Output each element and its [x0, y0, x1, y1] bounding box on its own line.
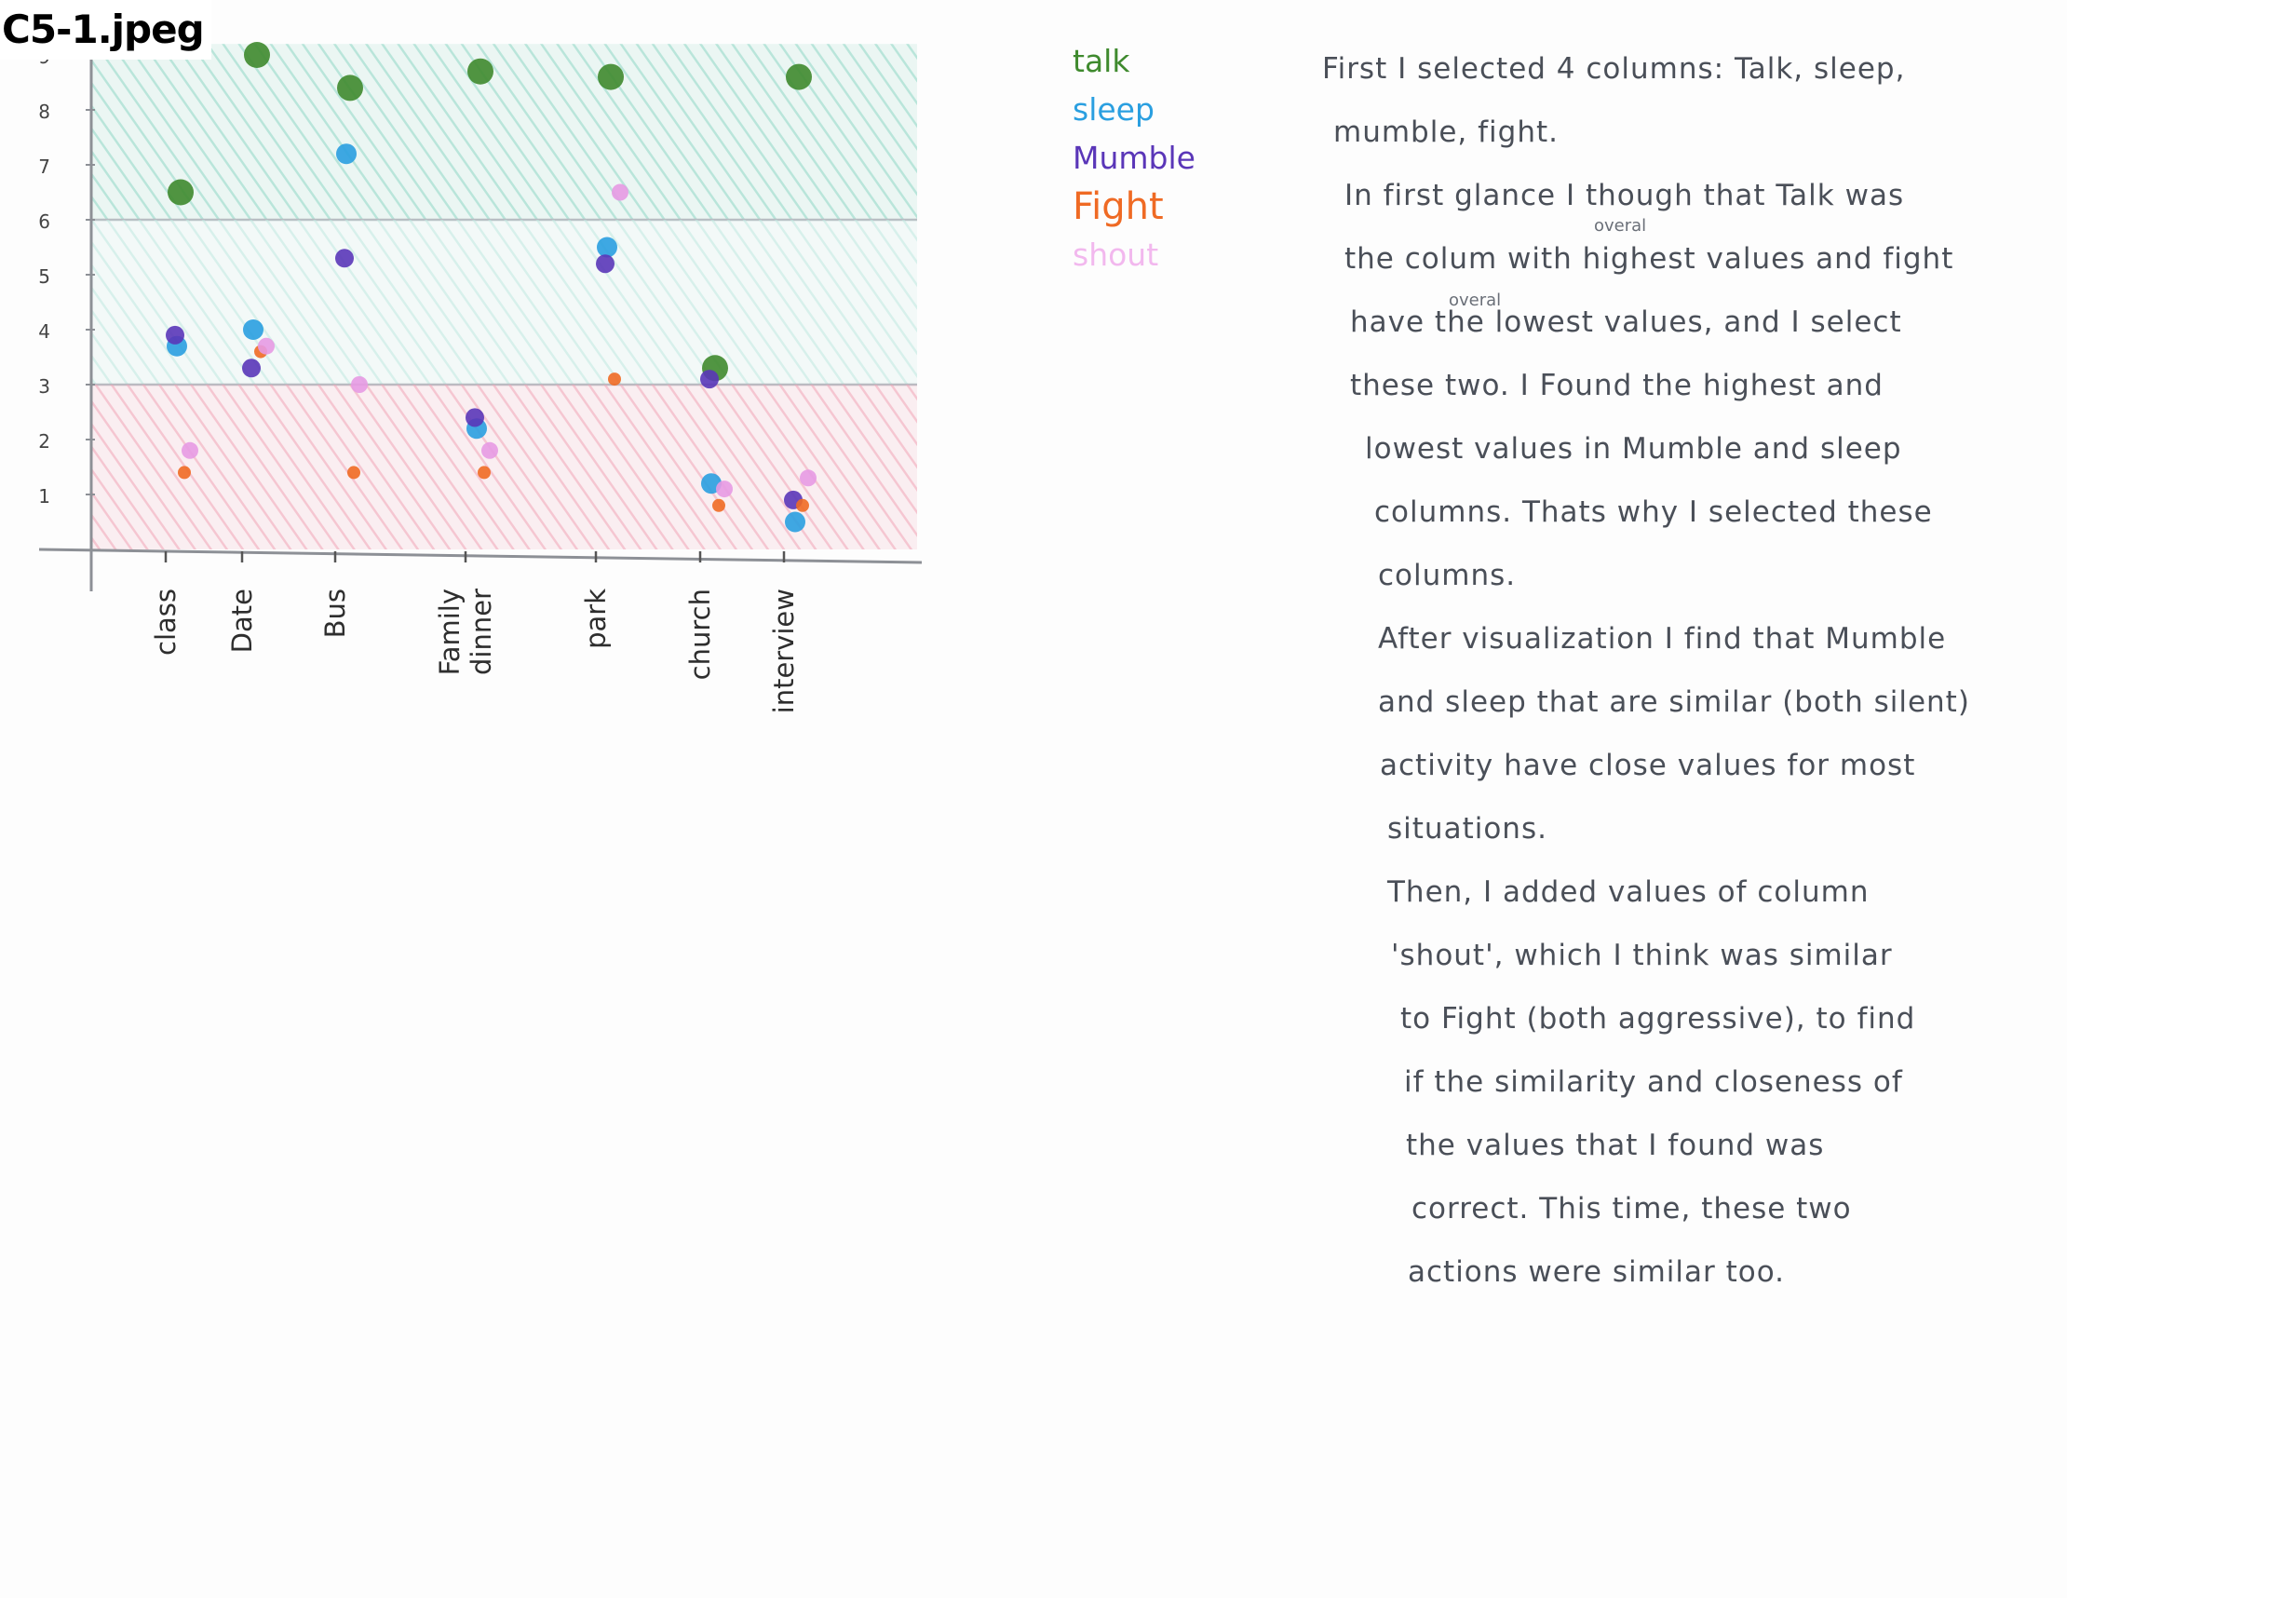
note-line: First I selected 4 columns: Talk, sleep,	[1322, 52, 1906, 86]
point-fight	[796, 499, 809, 512]
chart-legend	[1073, 37, 1195, 279]
point-fight	[178, 466, 191, 479]
point-talk	[786, 64, 812, 90]
point-mumble	[466, 408, 484, 427]
point-sleep	[597, 237, 617, 258]
note-line: have the lowest values, and I select	[1350, 305, 1902, 339]
note-line: lowest values in Mumble and sleep	[1365, 432, 1902, 466]
x-category-label: Family	[434, 589, 466, 676]
note-line: activity have close values for most	[1380, 749, 1916, 782]
point-shout	[182, 442, 198, 459]
note-line: situations.	[1387, 812, 1547, 846]
note-line: columns. Thats why I selected these	[1374, 495, 1933, 529]
note-line: and sleep that are similar (both silent)	[1378, 685, 1970, 719]
x-category-labels	[150, 551, 800, 713]
point-sleep	[336, 143, 357, 164]
point-shout	[481, 442, 498, 459]
point-shout	[258, 338, 275, 355]
note-line: Then, I added values of column	[1387, 875, 1870, 909]
y-tick-label: 3	[38, 375, 50, 398]
legend-item-fight: Fight	[1073, 185, 1164, 228]
note-line: After visualization I find that Mumble	[1378, 622, 1947, 656]
legend-item-sleep: sleep	[1073, 91, 1155, 128]
point-fight	[347, 466, 360, 479]
scatter-chart	[0, 0, 1024, 745]
x-category-label: interview	[768, 589, 800, 714]
note-line: if the similarity and closeness of	[1404, 1065, 1903, 1099]
point-talk	[168, 180, 194, 206]
handwritten-notes	[1322, 37, 2048, 1304]
chart-bands	[91, 44, 917, 549]
point-talk	[598, 64, 624, 90]
point-mumble	[700, 370, 719, 388]
point-fight	[608, 372, 621, 386]
y-tick-label: 6	[38, 210, 50, 233]
x-category-label: Date	[226, 589, 258, 654]
x-category-label: church	[684, 589, 716, 681]
point-shout	[351, 376, 368, 393]
y-tick-label: 7	[38, 156, 50, 178]
insertion-note: overal	[1594, 216, 1647, 236]
y-tick-labels	[38, 46, 95, 508]
point-sleep	[785, 512, 805, 533]
note-line: 'shout', which I think was similar	[1391, 939, 1893, 972]
point-fight	[712, 499, 725, 512]
point-mumble	[335, 249, 354, 267]
note-line: these two. I Found the highest and	[1350, 369, 1884, 402]
point-shout	[800, 469, 817, 486]
band-middle	[91, 220, 917, 385]
point-mumble	[242, 359, 261, 377]
point-talk	[244, 42, 270, 68]
point-talk	[467, 59, 493, 85]
y-tick-label: 4	[38, 320, 50, 343]
point-fight	[478, 466, 491, 479]
note-line: In first glance I though that Talk was	[1344, 179, 1905, 212]
note-line	[1344, 227, 2048, 291]
point-shout	[716, 481, 733, 497]
y-tick-label: 5	[38, 265, 50, 288]
note-line: the values that I found was	[1406, 1129, 1825, 1162]
point-shout	[612, 184, 628, 201]
x-axis-line	[39, 549, 922, 562]
insertion-note: overal	[1449, 291, 1502, 310]
x-category-label: class	[150, 589, 182, 656]
y-tick-label: 8	[38, 101, 50, 123]
point-mumble	[166, 326, 184, 345]
note-text: the colum with highest values and fight	[1344, 242, 1954, 276]
y-tick-label: 1	[38, 485, 50, 508]
x-category-label: dinner	[466, 589, 497, 675]
file-name-label: C5-1.jpeg	[0, 0, 211, 60]
x-category-label: Bus	[319, 589, 351, 639]
legend-item-mumble: Mumble	[1073, 140, 1195, 176]
note-line: actions were similar too.	[1408, 1255, 1786, 1289]
x-category-label: park	[580, 589, 612, 649]
legend-item-talk: talk	[1073, 43, 1130, 79]
y-tick-label: 2	[38, 430, 50, 453]
note-line: correct. This time, these two	[1411, 1192, 1852, 1226]
note-line: to Fight (both aggressive), to find	[1400, 1002, 1916, 1036]
note-line: mumble, fight.	[1333, 115, 1559, 149]
note-line: columns.	[1378, 559, 1517, 592]
point-mumble	[596, 254, 615, 273]
legend-item-shout: shout	[1073, 237, 1159, 273]
point-sleep	[243, 319, 263, 340]
point-talk	[337, 74, 363, 101]
